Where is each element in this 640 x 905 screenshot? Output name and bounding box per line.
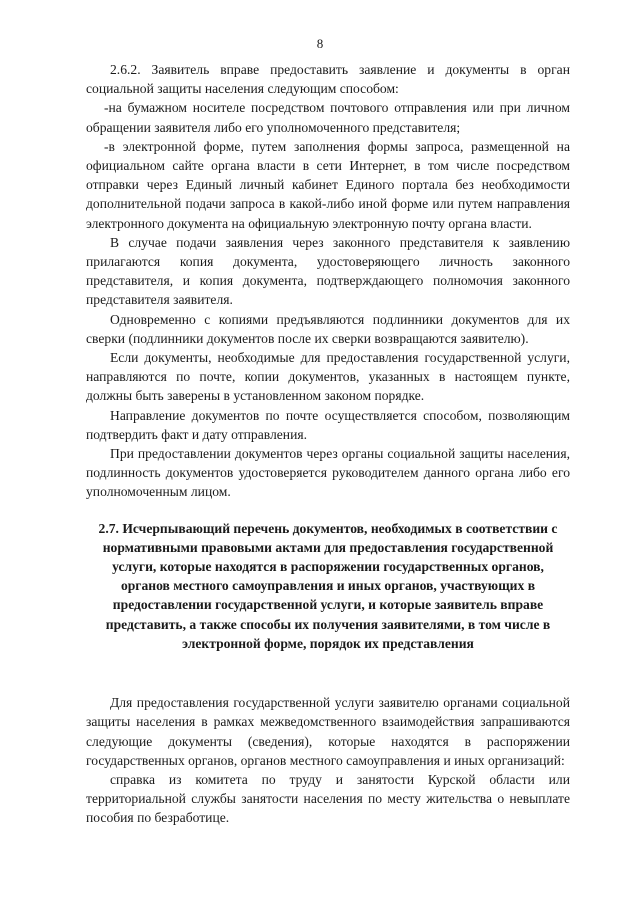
- paragraph-authenticity: При предоставлении документов через органы социальной защиты населения, подлинность документов удостоверяется руководителем данного органа либо его уполномоченным лицом.: [86, 446, 570, 500]
- list-item-electronic: -в электронной форме, путем заполнения формы запроса, размещенной на официальном сайте органа власти в сети Интернет, в том числе посредством отправки через Единый личный кабинет Единого портала без необходимости дополнительной подачи запроса в какой-либо иной форме или путем направления электронного документа на официальную электронную почту органа власти.: [86, 138, 570, 231]
- paragraph-representative: В случае подачи заявления через законного представителя к заявлению прилагаются копия документа, удостоверяющего личность законного представителя, и копия документа, подтверждающего полномочия законного представителя заявителя.: [86, 234, 570, 308]
- paragraph-mail-copies: Если документы, необходимые для предоставления государственной услуги, направляются по почте, копии документов, указанных в настоящем пункте, должны быть заверены в установленном законом порядке.: [86, 350, 570, 404]
- paragraph-originals: Одновременно с копиями предъявляются подлинники документов для их сверки (подлинники документов после их сверки возвращаются заявителю).: [86, 311, 570, 346]
- page-number: 8: [316, 36, 324, 51]
- paragraph-mail-method: Направление документов по почте осуществляется способом, позволяющим подтвердить факт и дату отправления.: [86, 407, 570, 442]
- spacer: [86, 502, 570, 519]
- paragraph-certificate: справка из комитета по труду и занятости Курской области или территориальной службы занятости населения по месту жительства о невыплате пособия по безработице.: [86, 771, 570, 826]
- paragraph-interagency: Для предоставления государственной услуги заявителю органами социальной защиты населения в рамках межведомственного взаимодействия запрашиваются следующие документы (сведения), которые находятся в распоряжении государственных органов, органов местного самоуправления и иных организаций:: [86, 695, 570, 768]
- document-body: [86, 60, 570, 828]
- section-heading-2-7: 2.7. Исчерпывающий перечень документов, необходимых в соответствии с нормативными правовыми актами для предоставления государственной услуги, которые находятся в распоряжении государственных органов, органов местного самоуправления и иных органов, участвующих в предоставлении государственной услуги, и которые заявитель вправе представить, а также способы их получения заявителями, в том числе в электронной форме, порядок их представления: [98, 520, 558, 651]
- paragraph-2-6-2: 2.6.2. Заявитель вправе предоставить заявление и документы в орган социальной защиты населения следующим способом:: [86, 62, 570, 97]
- spacer: [86, 653, 570, 693]
- list-item-paper: -на бумажном носителе посредством почтового отправления или при личном обращении заявителя либо его уполномоченного представителя;: [86, 100, 570, 135]
